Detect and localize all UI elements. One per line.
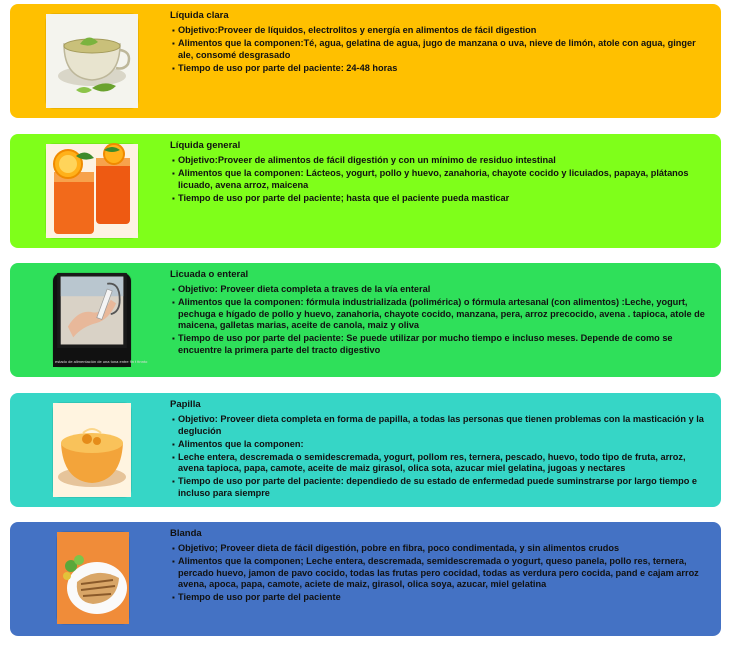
list-item: ▪ Tiempo de uso por parte del paciente: [170, 592, 711, 604]
card-liquida-clara: [10, 4, 721, 118]
list-item: ▪ Tiempo de uso por parte del paciente: Se puede utilizar por mucho tiempo e incluso meses. Depende de como se encuentre la primera parte del tracto digestivo: [170, 333, 711, 356]
card-liquida-general: [10, 134, 721, 248]
chicken-plate-icon: [57, 532, 129, 624]
list-item: ▪ Objetivo:Proveer de líquidos, electrolitos y energía en alimentos de fácil digestion: [170, 25, 711, 37]
list-item: ▪ Objetivo:Proveer de alimentos de fácil digestión y con un mínimo de residuo intestinal: [170, 155, 711, 167]
card-list: [170, 25, 711, 74]
list-item: ▪ Objetivo: Proveer dieta completa en forma de papilla, a todas las personas que tienen problemas con la masticación y la deglución: [170, 414, 711, 437]
card-list: [170, 414, 711, 499]
list-item: ▪ Objetivo; Proveer dieta de fácil digestión, pobre en fibra, poco condimentada, y sin alimentos crudos: [170, 543, 711, 555]
card-title: Líquida clara: [170, 10, 229, 21]
list-item: ▪ Alimentos que la componen:: [170, 439, 711, 451]
juice-glasses-icon: [46, 144, 138, 238]
thumb-liquida-clara: [46, 14, 138, 108]
tea-cup-icon: [46, 14, 138, 108]
card-papilla: [10, 393, 721, 507]
card-title: Líquida general: [170, 140, 241, 151]
list-item: ▪ Leche entera, descremada o semidescremada, yogurt, pollom res, ternera, pescado, huevo, todo tipo de fruta, arroz, avena tapioca, papa, camote, aceite de maiz girasol, olica sota, azucar miel gelatina, jugoas y nectares: [170, 452, 711, 475]
thumb-liquida-general: [46, 144, 138, 238]
card-list: [170, 543, 711, 604]
list-item: ▪ Alimentos que la componen: fórmula industrializada (polimérica) o fórmula artesanal (con alimentos) :Leche, yogurt, pechuga e hígado de pollo y huevo, zanahoria, chayote cocido, manzana, pera, arroz precocido, avena . tapioca, atole de maicena, galletas marias, aceite de canola, maiz y oliva: [170, 297, 711, 332]
card-blanda: [10, 522, 721, 636]
card-list: [170, 284, 711, 356]
card-title: Blanda: [170, 528, 202, 539]
list-item: ▪ Tiempo de uso por parte del paciente: dependiedo de su estado de enfermedad puede suminstrarse por largo tiempo e incluso para siempre: [170, 476, 711, 499]
thumb-blanda: [57, 532, 129, 624]
card-list: [170, 155, 711, 204]
enteral-feeding-video-icon: [53, 273, 131, 357]
list-item: ▪ Alimentos que la componen:Té, agua, gelatina de agua, jugo de manzana o uva, nieve de limón, atole con agua, ginger ale, consomé desgrasado: [170, 38, 711, 61]
card-title: Papilla: [170, 399, 201, 410]
list-item: ▪ Alimentos que la componen; Leche entera, descremada, semidescremada o yogurt, queso panela, pollo res, ternera, percado huevo, jamon de pavo cocido, todas las frutas pero cocidad, todas as verdura pero cocida, pand e cajam arroz avena, apoca, papa, camote, aciete de maiz, girasol, olica soya, azucar, miel gelatina: [170, 556, 711, 591]
puree-bowl-icon: [53, 403, 131, 497]
card-licuada-enteral: [10, 263, 721, 377]
video-caption: estado de alimentación de una tona entre fin t ttnnto: [53, 357, 131, 367]
list-item: ▪ Objetivo: Proveer dieta completa a traves de la vía enteral: [170, 284, 711, 296]
list-item: ▪ Tiempo de uso por parte del paciente; hasta que el paciente pueda masticar: [170, 193, 711, 205]
card-title: Licuada o enteral: [170, 269, 249, 280]
thumb-papilla: [53, 403, 131, 497]
thumb-licuada-enteral: [53, 273, 148, 367]
list-item: ▪ Tiempo de uso por parte del paciente: 24-48 horas: [170, 63, 711, 75]
list-item: ▪ Alimentos que la componen: Lácteos, yogurt, pollo y huevo, zanahoria, chayote cocido y licuiados, papaya, plátanos licuado, avena arroz, maicena: [170, 168, 711, 191]
